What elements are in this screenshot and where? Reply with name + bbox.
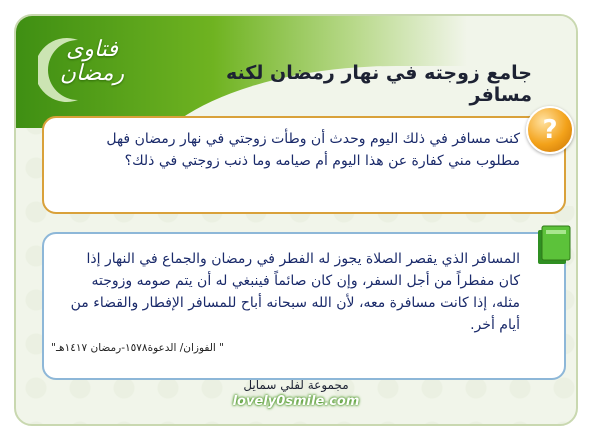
logo-text: فتاوى رمضان [59, 37, 125, 86]
answer-source: " الفوزان/ الدعوة١٥٧٨-رمضان ١٤١٧هـ" [51, 342, 224, 354]
question-box [42, 116, 566, 214]
footer-url-link[interactable]: lovely0smile.com [232, 394, 360, 409]
question-mark-icon: ? [526, 106, 574, 154]
question-text: كنت مسافر في ذلك اليوم وحدث أن وطأت زوجتي في نهار رمضان فهل مطلوب مني كفارة عن هذا اليوم أم صيامه وما ذنب زوجتي في ذلك؟ [106, 131, 520, 169]
answer-box [42, 232, 566, 380]
answer-text: المسافر الذي يقصر الصلاة يجوز له الفطر في رمضان والجماع في النهار إذا كان مفطراً من أجل السفر، وإن كان صائماً فينبغي له أن يتم صومه وزوجته مثله، إذا كانت مسافرة معه، لأن الله سبحانه أباح للمسافر الإفطار والقضاء من أيام أخر. [70, 251, 520, 333]
page-title: جامع زوجته في نهار رمضان لكنه مسافر [225, 62, 532, 106]
footer-group-name: مجموعة لفلي سمايل [243, 378, 349, 392]
fatwa-card [14, 14, 578, 426]
green-book-icon [534, 224, 572, 268]
